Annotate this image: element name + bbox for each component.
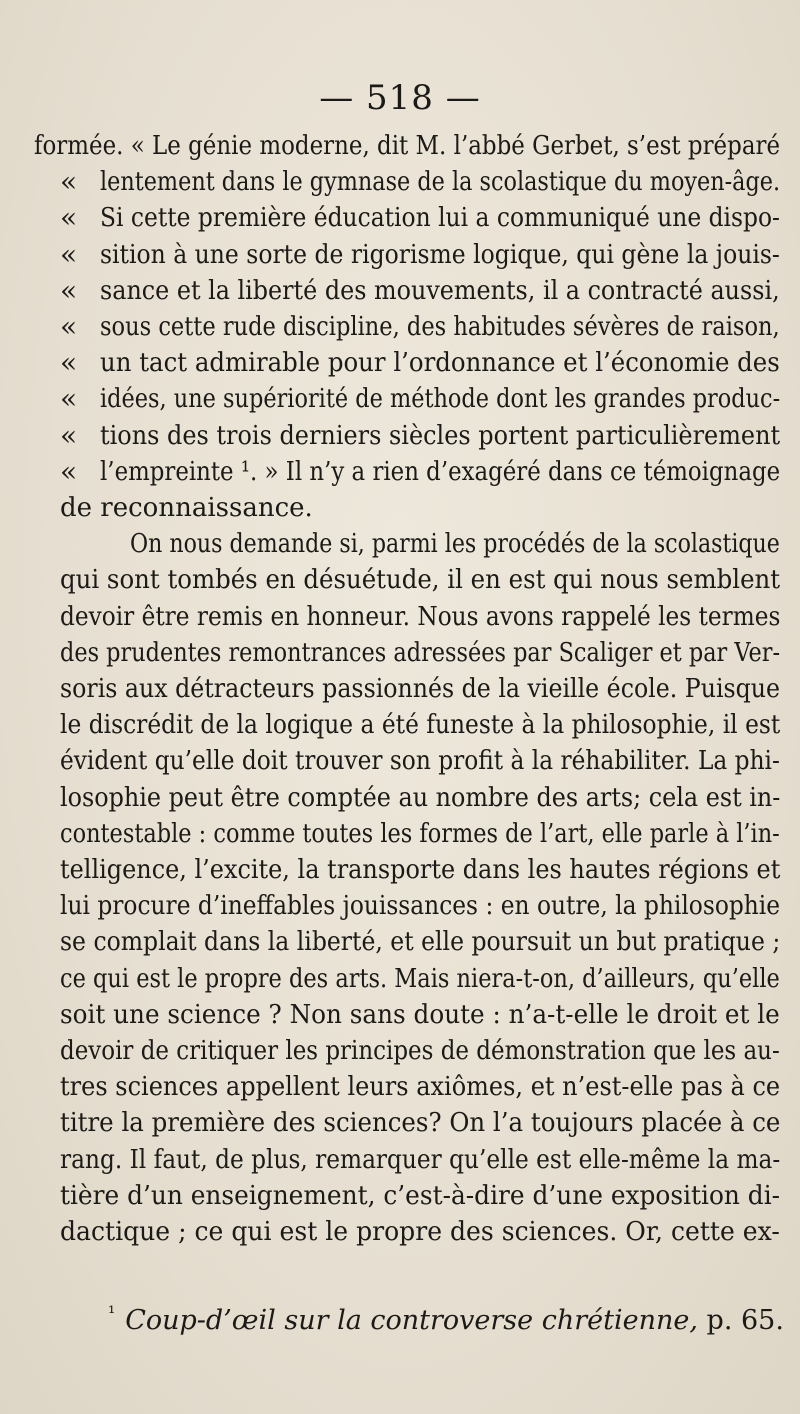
footnote [108,1294,784,1341]
text-line: « lentement dans le gymnase de la scolastique du moyen-âge. [0,164,800,200]
text-line: devoir être remis en honneur. Nous avons rappelé les termes [60,601,781,632]
text-line: On nous demande si, parmi les procédés de la scolastique [130,529,780,560]
text-line: dactique ; ce qui est le propre des sciences. Or, cette ex- [60,1217,780,1247]
text-line: se complait dans la liberté, et elle poursuit un but pratique ; [60,927,781,958]
text-line: contestable : comme toutes les formes de l’art, elle parle à l’in- [60,818,780,849]
text-line: devoir de critiquer les principes de démonstration que les au- [60,1036,780,1066]
text-line: soit une science ? Non sans doute : n’a-t-elle le droit et le [60,999,780,1030]
quote-marker: « [60,165,78,199]
text-line: de reconnaissance. [60,493,313,523]
text-line: titre la première des sciences? On l’a toujours placée à ce [60,1108,781,1139]
text-line: qui sont tombés en désuétude, il en est qui nous semblent [60,565,781,596]
text-line: « sition à une sorte de rigorisme logique, qui gène la jouis- [0,237,800,273]
quote-marker: « [60,346,78,380]
footnote-text: Coup-d’œil sur la controverse chrétienne, [125,1305,698,1336]
text-line: rang. Il faut, de plus, remarquer qu’elle est elle-même la ma- [60,1144,781,1175]
text-line: ce qui est le propre des arts. Mais niera-t-on, d’ailleurs, qu’elle [60,963,780,994]
text-line: « sance et la liberté des mouvements, il a contracté aussi, [0,273,800,309]
quote-marker: « [60,310,78,343]
quote-marker: « [60,418,78,452]
text-line: « sous cette rude discipline, des habitudes sévères de raison, [0,309,800,345]
text-line: formée. « Le génie moderne, dit M. l’abbé Gerbet, s’est préparé [34,131,781,161]
text-line: « un tact admirable pour l’ordonnance et l’économie des [0,345,800,381]
page-number: — 518 — [319,78,481,118]
footnote-page: p. 65. [706,1305,784,1336]
text-line: lui procure d’ineffables jouissances : en outre, la philosophie [60,891,781,922]
quote-marker: « [60,382,78,416]
text-line: « idées, une supériorité de méthode dont les grandes produc- [0,381,800,417]
text-line: « tions des trois derniers siècles portent particulièrement [0,418,800,454]
footnote-number: ¹ [108,1303,116,1324]
quote-marker: « [60,237,78,271]
text-line: soris aux détracteurs passionnés de la vieille école. Puisque [60,674,781,704]
text-line: le discrédit de la logique a été funeste à la philosophie, il est [60,710,781,741]
text-line: telligence, l’excite, la transporte dans les hautes régions et [60,855,781,885]
text-line: évident qu’elle doit trouver son profit à la réhabiliter. La phi- [60,746,780,777]
quote-marker: « [60,454,78,488]
text-line: des prudentes remontrances adressées par Scaliger et par Ver- [60,637,781,668]
text-line: « Si cette première éducation lui a communiqué une dispo- [0,200,800,236]
text-line: tres sciences appellent leurs axiômes, et n’est-elle pas à ce [60,1072,781,1103]
quote-marker: « [60,201,78,235]
quote-marker: « [60,273,78,307]
text-line: tière d’un enseignement, c’est-à-dire d’une exposition di- [60,1180,781,1211]
text-line: losophie peut être comptée au nombre des arts; cela est in- [60,782,781,813]
text-line: « l’empreinte ¹. » Il n’y a rien d’exagéré dans ce témoignage [0,454,800,490]
